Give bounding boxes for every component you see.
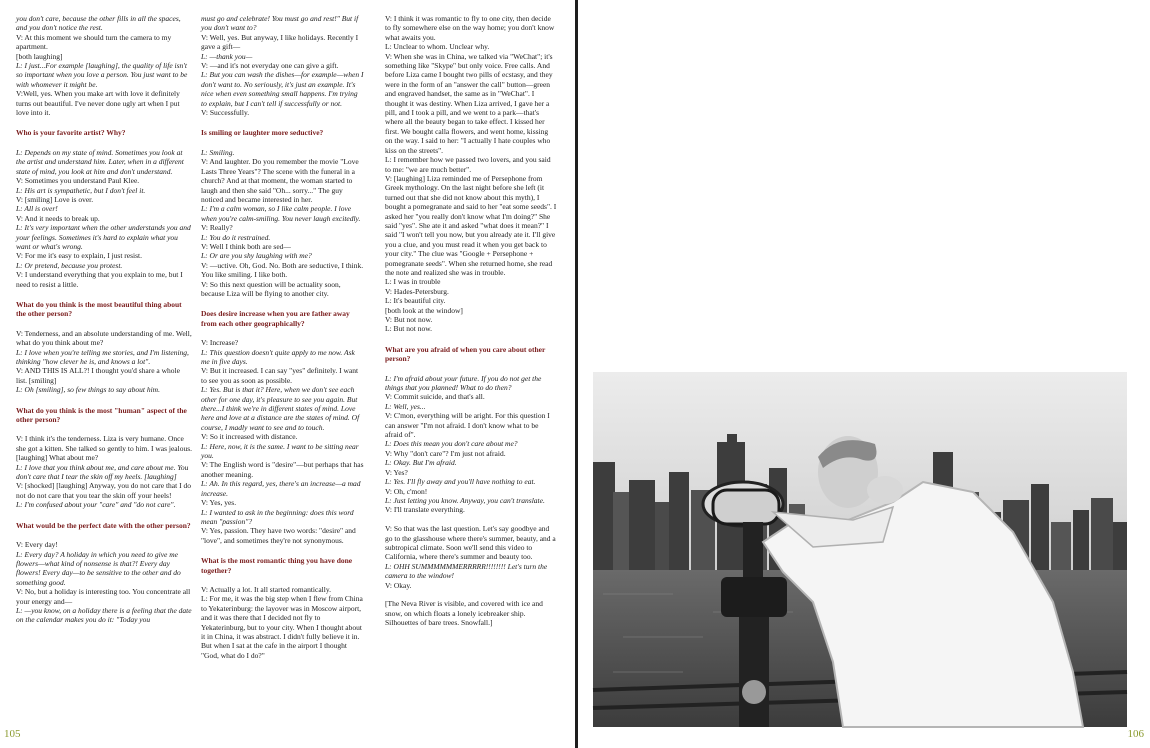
dialogue-line: L: Does this mean you don't care about me? [385, 439, 518, 449]
dialogue-line: V: I think it's the tenderness. Liza is very humane. Once she got a kitten. She talked so gently to him. I was jealous. [laughing] What about me? [16, 434, 193, 463]
dialogue-line: V: —and it's not everyday one can give a gift. [201, 61, 339, 71]
dialogue-line: L: Every day? A holiday in which you need to give me flowers—what kind of nonsense is that?! Every day flowers! Every day—to be sensitive to the other and do something good. [16, 549, 181, 587]
dialogue-line: L: Here, now, it is the same. I want to be sitting near you. [201, 441, 359, 461]
dialogue-line: V: Okay. [385, 580, 412, 590]
dialogue-line: V: Sometimes you understand Paul Klee. [16, 176, 140, 186]
dialogue-line: L: —thank you— [201, 51, 253, 61]
dialogue-line: V: And it needs to break up. [16, 213, 100, 223]
dialogue-line: V: Commit suicide, and that's all. [385, 392, 485, 402]
dialogue-line: V: So that was the last question. Let's say goodbye and go to the glasshouse where there's summer, beauty, and a subtropical climate. Soon we'll send this video to California, where there's summer and beauty too. [385, 524, 556, 562]
dialogue-line: V: Really? [201, 223, 233, 233]
dialogue-line: V: I understand everything that you explain to me, but I need to resist a little. [16, 270, 183, 289]
interview-question: What are you afraid of when you care about other person? [385, 344, 546, 364]
dialogue-line: V: Yes, yes. [201, 498, 237, 508]
dialogue-line: L: I remember how we passed two lovers, and you said to me: "we are much better". [385, 155, 551, 174]
dialogue-line: L: This question doesn't quite apply to me now. Ask me in five days. [201, 347, 355, 366]
dialogue-line: V: Actually a lot. It all started romantically. [201, 584, 331, 594]
dialogue-line: L: But you can wash the dishes—for example—when I don't want to. No seriously, it's just an example. It's nice when even something small happens. I'm trying to explain, but I can't tell if successfully or not. [201, 70, 364, 108]
dialogue-line: V: I think it was romantic to fly to one city, then decide to fly somewhere else on the way home; you don't know what awaits you. [385, 14, 555, 42]
dialogue-line: L: I just...For example [laughing], the quality of life isn't so important when you love a person. You just want to be with whomever it might be. [16, 61, 188, 89]
interview-question: What do you think is the most beautiful thing about the other person? [16, 299, 182, 319]
interview-question: What would be the perfect date with the other person? [16, 520, 191, 530]
dialogue-line: V: Yes? [385, 467, 408, 477]
dialogue-line: [both look at the window] [385, 305, 463, 315]
dialogue-line: V: Increase? [201, 338, 239, 348]
dialogue-line: L: I wanted to ask in the beginning: does this word mean "passion"? [201, 507, 354, 526]
interview-question: Who is your favorite artist? Why? [16, 128, 126, 138]
dialogue-line: V: Every day! [16, 540, 58, 550]
dialogue-line: L: —you know, on a holiday there is a feeling that the date on the calendar makes you do it: "Today you [16, 605, 192, 625]
dialogue-line: V: Yes, passion. They have two words: "desire" and "love", and sometimes they're not synonymous. [201, 526, 356, 545]
dialogue-line: V: At this moment we should turn the camera to my apartment. [16, 32, 172, 52]
dialogue-line: L: It's beautiful city. [385, 296, 446, 306]
dialogue-line: L: Okay. But I'm afraid. [385, 458, 457, 468]
photo-man-with-binocular-viewer [593, 372, 1127, 727]
text-column-1 [16, 14, 192, 625]
interview-question: Is smiling or laughter more seductive? [201, 128, 324, 138]
dialogue-line: V: But it increased. I can say "yes" definitely. I want to see you as soon as possible. [201, 366, 359, 385]
dialogue-line: L: I'm a calm woman, so I like calm people. I love when you're calm-smiling. You never laugh excitedly. [201, 204, 361, 223]
page-number-right: 106 [1127, 728, 1144, 740]
interview-question: What do you think is the most "human" aspect of the other person? [16, 405, 187, 425]
dialogue-line: L: For me, it was the big step when I flew from China to Yekaterinburg: the layover was in Moscow airport, and it was there that I decided not fly to Yekaterinburg, but to your city. When I thought about it in China, it was abstract. I didn't fully believe it in. But when I sat at the cafe in the airport I thought "God, what do I do?" [201, 594, 363, 660]
dialogue-line: L: All is over! [16, 204, 58, 214]
dialogue-line: L: I love that you think about me, and care about me. You don't care that I tear the skin off my heels. [laughing] [16, 462, 189, 482]
dialogue-line: L: Or are you shy laughing with me? [201, 251, 312, 261]
dialogue-line: L: Yes. But is that it? Here, when we don't see each other for one day, it's pleasure to see you again. But there...I think we're in different states of mind. Love here and love at a distance are the states of mind. Of course, I madly want to see and to touch. [201, 385, 360, 432]
dialogue-line: V: Why "don't care"? I'm just not afraid. [385, 448, 506, 458]
dialogue-line: V: And laughter. Do you remember the movie "Love Lasts Three Years"? The scene with the funeral in a church? And at that moment, the woman started to laugh and then she said "Oh... sorry..." The guy noticed and became interested in her. [201, 157, 359, 204]
dialogue-line: V: For me it's easy to explain, I just resist. [16, 251, 142, 261]
dialogue-line: V: No, but a holiday is interesting too. You concentrate all your energy and— [16, 587, 191, 606]
dialogue-line: V: [smiling] Love is over. [16, 194, 94, 204]
interview-question: Does desire increase when you are father away from each other geographically? [201, 309, 350, 328]
text-column-2 [201, 14, 365, 660]
paragraph-gap [385, 590, 557, 599]
dialogue-line: you don't care, because the other fills in all the spaces, and you don't notice the rest. [16, 14, 181, 33]
dialogue-line: V: Successfully. [201, 108, 250, 118]
page-number-left: 105 [4, 728, 21, 740]
dialogue-line: V: Hades-Petersburg. [385, 286, 449, 296]
dialogue-line: L: His art is sympathetic, but I don't feel it. [16, 185, 146, 195]
dialogue-line: [both laughing] [16, 51, 63, 61]
dialogue-line: L: OHH SUMMMMMMERRRRR!!!!!!!! Let's turn the camera to the window! [385, 561, 548, 581]
dialogue-line: L: Yes. I'll fly away and you'll have nothing to eat. [385, 477, 536, 487]
dialogue-line: L: Oh [smiling], so few things to say about him. [16, 385, 160, 395]
dialogue-line: L: Smiling. [201, 147, 235, 157]
interview-question: What is the most romantic thing you have done together? [201, 556, 353, 575]
dialogue-line: L: Well, yes... [385, 401, 426, 411]
paragraph-gap [385, 515, 557, 524]
dialogue-line: L: Just letting you know. Anyway, you can't translate. [385, 495, 545, 505]
dialogue-line: V: [shocked] [laughing] Anyway, you do not care that I do not do not care that you tear the skin off your heels! [16, 481, 191, 500]
dialogue-line: L: Depends on my state of mind. Sometimes you look at the artist and understand him. Later, when in a different state of mind, you look at him and don't understand. [16, 147, 184, 176]
dialogue-line: V: AND THIS IS ALL?! I thought you'd share a whole list. [smiling] [16, 366, 180, 385]
dialogue-line: V: So this next question will be actuality soon, because Liza will be flying to another city. [201, 279, 341, 298]
dialogue-line: V: [laughing] Liza reminded me of Persephone from Greek mythology. On the last night before she left (it turned out that she did not know about this myth), I bought a pomegranate and said to her "eat some seeds". I asked her "you really don't know what I'm doing?" She said "yes". She ate it and asked "what does it mean?" I said "I won't tell you now, but you already ate it. I'll give you a clue, and you must read it when you get back to your city." The clue was "Google + Persephone + pomegranate seeds". When she returned home, she read the note and realized she was in trouble. [385, 173, 557, 277]
dialogue-line: L: I was in trouble [385, 277, 441, 287]
dialogue-line: L: I'm confused about your "care" and "do not care". [16, 500, 176, 510]
dialogue-line: L: But not now. [385, 324, 433, 334]
dialogue-line: V: But not now. [385, 315, 433, 324]
dialogue-line: V:Well, yes. When you make art with love it definitely turns out beautiful. I've never done ugly art when I put love into it. [16, 89, 180, 118]
dialogue-line: L: Or pretend, because you protest. [16, 260, 123, 270]
dialogue-line: V: C'mon, everything will be aright. For this question I can answer "I'm not afraid. I don't know what to be afraid of". [385, 411, 550, 440]
dialogue-line: V: Well I think both are sed— [201, 241, 291, 251]
dialogue-line: V: Well, yes. But anyway, I like holidays. Recently I gave a gift— [201, 32, 359, 52]
dialogue-line: V: So it increased with distance. [201, 432, 298, 442]
dialogue-line: L: Unclear to whom. Unclear why. [385, 42, 490, 52]
dialogue-line: V: —uctive. Oh, God. No. Both are seductive, I think. You like smiling. I like both. [201, 260, 364, 280]
dialogue-line: V: When she was in China, we talked via "WeChat"; it's something like "Skype" but only voice. Free calls. And before Liza came I bought two pills of ecstasy, and they were in the form of an "answer the call" button—green and engraved handset, the same as in "WeChat". I thought it was destiny. When Liza arrived, I gave her a pill, and I took a pill, and we went to a park—that's where all the beauty began to take effect. I kissed her first. We bought calla flowers, and went home, kissing on the way. I said to her: "I actually I hate couples who kiss on the streets". [385, 51, 553, 155]
dialogue-line: L: Ah. In this regard, yes, there's an increase—a mad increase. [201, 479, 361, 498]
dialogue-line: [The Neva River is visible, and covered with ice and snow, on which floats a lonely icebreaker ship. Silhouettes of bare trees. Snowfall.] [385, 599, 543, 628]
dialogue-line: L: You do it restrained. [201, 232, 271, 242]
dialogue-line: V: The English word is "desire"—but perhaps that has another meaning. [201, 460, 364, 479]
text-column-3 [385, 14, 557, 628]
dialogue-line: L: I love when you're telling me stories, and I'm listening, thinking "how clever he is, and knows a lot". [16, 347, 189, 366]
dialogue-line: must go and celebrate! You must go and rest!" But if you don't want to? [201, 14, 359, 33]
dialogue-line: V: Oh, c'mon! [385, 486, 428, 496]
dialogue-line: L: It's very important when the other understands you and your feelings. Sometimes it's hard to explain what you want or what's wrong. [16, 223, 191, 251]
dialogue-line: V: Tenderness, and an absolute understanding of me. Well, what do you think about me? [16, 328, 192, 348]
dialogue-line: V: I'll translate everything. [385, 505, 465, 515]
dialogue-line: L: I'm afraid about your future. If you do not get the things that you planned! What to do then? [385, 373, 542, 393]
